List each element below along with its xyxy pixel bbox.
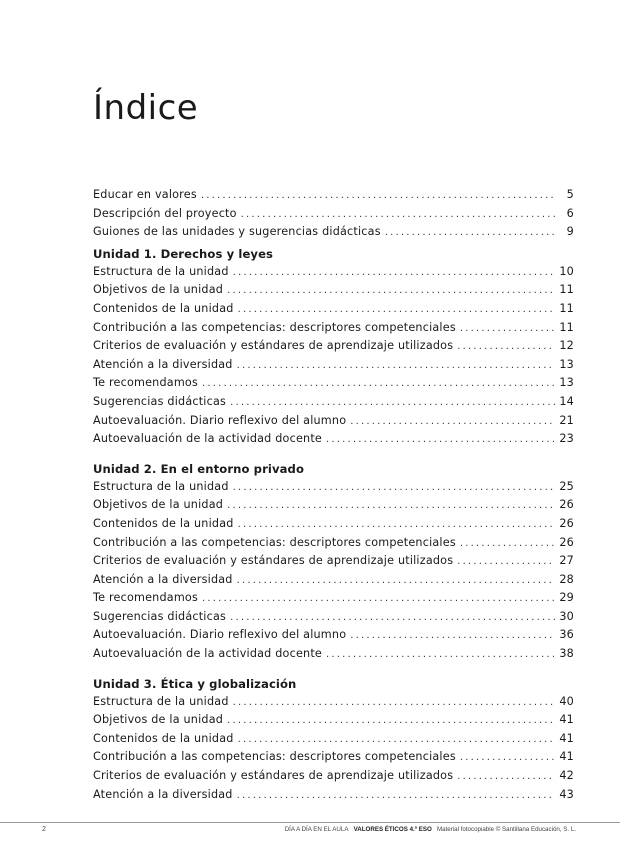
toc-entry-label: Atención a la diversidad xyxy=(93,357,233,371)
toc-entry-label: Contribución a las competencias: descriptores competenciales xyxy=(93,535,456,549)
toc-entry-page: 42 xyxy=(559,769,574,783)
toc-entry-page: 25 xyxy=(559,479,574,493)
toc-entry xyxy=(93,376,574,395)
toc-entry xyxy=(93,302,574,321)
toc-entry xyxy=(93,321,574,340)
toc-entry xyxy=(93,610,574,629)
toc-leader-dots xyxy=(233,482,556,493)
toc-entry-page: 41 xyxy=(559,731,574,745)
toc-leader-dots xyxy=(350,630,555,641)
toc-entry-page: 41 xyxy=(559,750,574,764)
toc-entry-label: Criterios de evaluación y estándares de aprendizaje utilizados xyxy=(93,769,454,783)
toc-entry-page: 11 xyxy=(559,301,574,315)
toc-leader-dots xyxy=(457,771,555,782)
toc-entry xyxy=(93,517,574,536)
footer-credits xyxy=(285,826,576,833)
toc-entry-label: Atención a la diversidad xyxy=(93,787,233,801)
toc-entry xyxy=(93,188,574,207)
toc-entry xyxy=(93,769,574,788)
toc-entry xyxy=(93,265,574,284)
footer-book: VALORES ÉTICOS 4.º ESO xyxy=(353,826,432,833)
toc-entry-label: Guiones de las unidades y sugerencias didácticas xyxy=(93,225,381,239)
toc-entry-label: Criterios de evaluación y estándares de aprendizaje utilizados xyxy=(93,554,454,568)
toc-entry-label: Criterios de evaluación y estándares de aprendizaje utilizados xyxy=(93,339,454,353)
footer-page-number: 2 xyxy=(42,826,46,833)
toc-entry-label: Contribución a las competencias: descriptores competenciales xyxy=(93,750,456,764)
toc-entry-page: 10 xyxy=(559,264,574,278)
toc-entry-label: Educar en valores xyxy=(93,188,197,201)
toc-entry-label: Objetivos de la unidad xyxy=(93,498,224,512)
toc-entry-page: 30 xyxy=(559,609,574,623)
toc-entry-label: Estructura de la unidad xyxy=(93,694,229,708)
toc-entry-label: Descripción del proyecto xyxy=(93,206,237,220)
toc-entry xyxy=(93,732,574,751)
toc-leader-dots xyxy=(457,556,555,567)
toc-entry-page: 6 xyxy=(566,206,574,220)
toc-unit-group xyxy=(93,459,574,666)
units-container xyxy=(93,244,574,806)
toc-entry xyxy=(93,536,574,555)
toc-entry-page: 43 xyxy=(559,787,574,801)
toc-entry xyxy=(93,358,574,377)
toc-entry-page: 28 xyxy=(559,572,574,586)
toc-entry xyxy=(93,395,574,414)
toc-entry xyxy=(93,498,574,517)
toc-entry xyxy=(93,283,574,302)
toc-leader-dots xyxy=(238,304,556,315)
toc-leader-dots xyxy=(326,649,555,660)
toc-entry xyxy=(93,713,574,732)
toc-entry xyxy=(93,432,574,451)
toc-intro-group xyxy=(93,188,574,244)
toc-leader-dots xyxy=(237,360,556,371)
toc-entry-label: Te recomendamos xyxy=(93,376,199,390)
toc-entry xyxy=(93,225,574,244)
toc-entry-page: 11 xyxy=(559,320,574,334)
toc-entry-label: Estructura de la unidad xyxy=(93,479,229,493)
toc-leader-dots xyxy=(237,790,556,801)
toc-leader-dots xyxy=(202,378,555,389)
toc-entry-label: Contenidos de la unidad xyxy=(93,301,234,315)
toc-leader-dots xyxy=(227,500,555,511)
toc-leader-dots xyxy=(460,538,556,549)
toc-entry xyxy=(93,591,574,610)
toc-entry-page: 11 xyxy=(559,283,574,297)
toc-leader-dots xyxy=(230,397,555,408)
toc-leader-dots xyxy=(385,227,556,238)
toc-leader-dots xyxy=(233,267,556,278)
toc-entry xyxy=(93,480,574,499)
toc-entry-page: 21 xyxy=(559,413,574,427)
toc-leader-dots xyxy=(201,190,556,201)
toc-entry-label: Sugerencias didácticas xyxy=(93,394,227,408)
toc-entry-label: Objetivos de la unidad xyxy=(93,283,224,297)
toc-entry-label: Sugerencias didácticas xyxy=(93,609,227,623)
toc-leader-dots xyxy=(227,715,555,726)
toc-leader-dots xyxy=(237,575,556,586)
toc-leader-dots xyxy=(350,416,555,427)
footer-notice: Material fotocopiable © Santillana Educación, S. L. xyxy=(436,826,576,833)
toc-unit-group xyxy=(93,244,574,451)
toc-entry-page: 13 xyxy=(559,376,574,390)
toc-unit-heading: Unidad 3. Ética y globalización xyxy=(93,676,297,691)
toc-entry-page: 9 xyxy=(566,225,574,239)
toc-unit-group xyxy=(93,674,574,807)
toc-entry-page: 14 xyxy=(559,394,574,408)
toc-entry-page: 40 xyxy=(559,694,574,708)
toc-entry xyxy=(93,788,574,807)
toc-entry-page: 12 xyxy=(559,339,574,353)
toc-entry xyxy=(93,207,574,226)
footer-divider xyxy=(0,822,620,823)
toc-entry-label: Autoevaluación. Diario reflexivo del alumno xyxy=(93,413,347,427)
toc-leader-dots xyxy=(230,612,555,623)
toc-entry-label: Te recomendamos xyxy=(93,591,199,605)
table-of-contents xyxy=(93,188,574,806)
toc-entry-page: 23 xyxy=(559,432,574,446)
toc-leader-dots xyxy=(227,285,555,296)
toc-entry-label: Contenidos de la unidad xyxy=(93,731,234,745)
toc-entry xyxy=(93,414,574,433)
toc-entry-page: 29 xyxy=(559,591,574,605)
toc-leader-dots xyxy=(202,593,555,604)
toc-entry xyxy=(93,695,574,714)
toc-entry xyxy=(93,647,574,666)
toc-unit-heading: Unidad 1. Derechos y leyes xyxy=(93,246,274,261)
toc-leader-dots xyxy=(241,209,556,220)
toc-entry xyxy=(93,750,574,769)
toc-unit-heading: Unidad 2. En el entorno privado xyxy=(93,461,305,476)
toc-entry-page: 26 xyxy=(559,498,574,512)
toc-entry-label: Contenidos de la unidad xyxy=(93,516,234,530)
toc-leader-dots xyxy=(238,519,556,530)
toc-leader-dots xyxy=(460,752,556,763)
toc-entry-label: Autoevaluación. Diario reflexivo del alumno xyxy=(93,628,347,642)
toc-entry-page: 26 xyxy=(559,516,574,530)
toc-entry-label: Contribución a las competencias: descriptores competenciales xyxy=(93,320,456,334)
toc-entry xyxy=(93,554,574,573)
toc-leader-dots xyxy=(457,341,555,352)
toc-entry-page: 13 xyxy=(559,357,574,371)
toc-entry-page: 27 xyxy=(559,554,574,568)
toc-leader-dots xyxy=(460,323,556,334)
toc-entry-label: Autoevaluación de la actividad docente xyxy=(93,432,322,446)
footer-series: DÍA A DÍA EN EL AULA xyxy=(284,826,349,833)
toc-entry-page: 38 xyxy=(559,647,574,661)
toc-leader-dots xyxy=(326,434,555,445)
toc-entry-page: 36 xyxy=(559,628,574,642)
toc-entry xyxy=(93,339,574,358)
toc-entry-label: Objetivos de la unidad xyxy=(93,713,224,727)
toc-entry-label: Estructura de la unidad xyxy=(93,264,229,278)
toc-entry-page: 41 xyxy=(559,713,574,727)
toc-entry-label: Autoevaluación de la actividad docente xyxy=(93,647,322,661)
toc-entry-page: 5 xyxy=(566,188,574,201)
toc-entry-label: Atención a la diversidad xyxy=(93,572,233,586)
page-title: Índice xyxy=(93,88,199,128)
toc-entry-page: 26 xyxy=(559,535,574,549)
toc-leader-dots xyxy=(238,734,556,745)
toc-leader-dots xyxy=(233,697,556,708)
toc-entry xyxy=(93,628,574,647)
toc-entry xyxy=(93,573,574,592)
